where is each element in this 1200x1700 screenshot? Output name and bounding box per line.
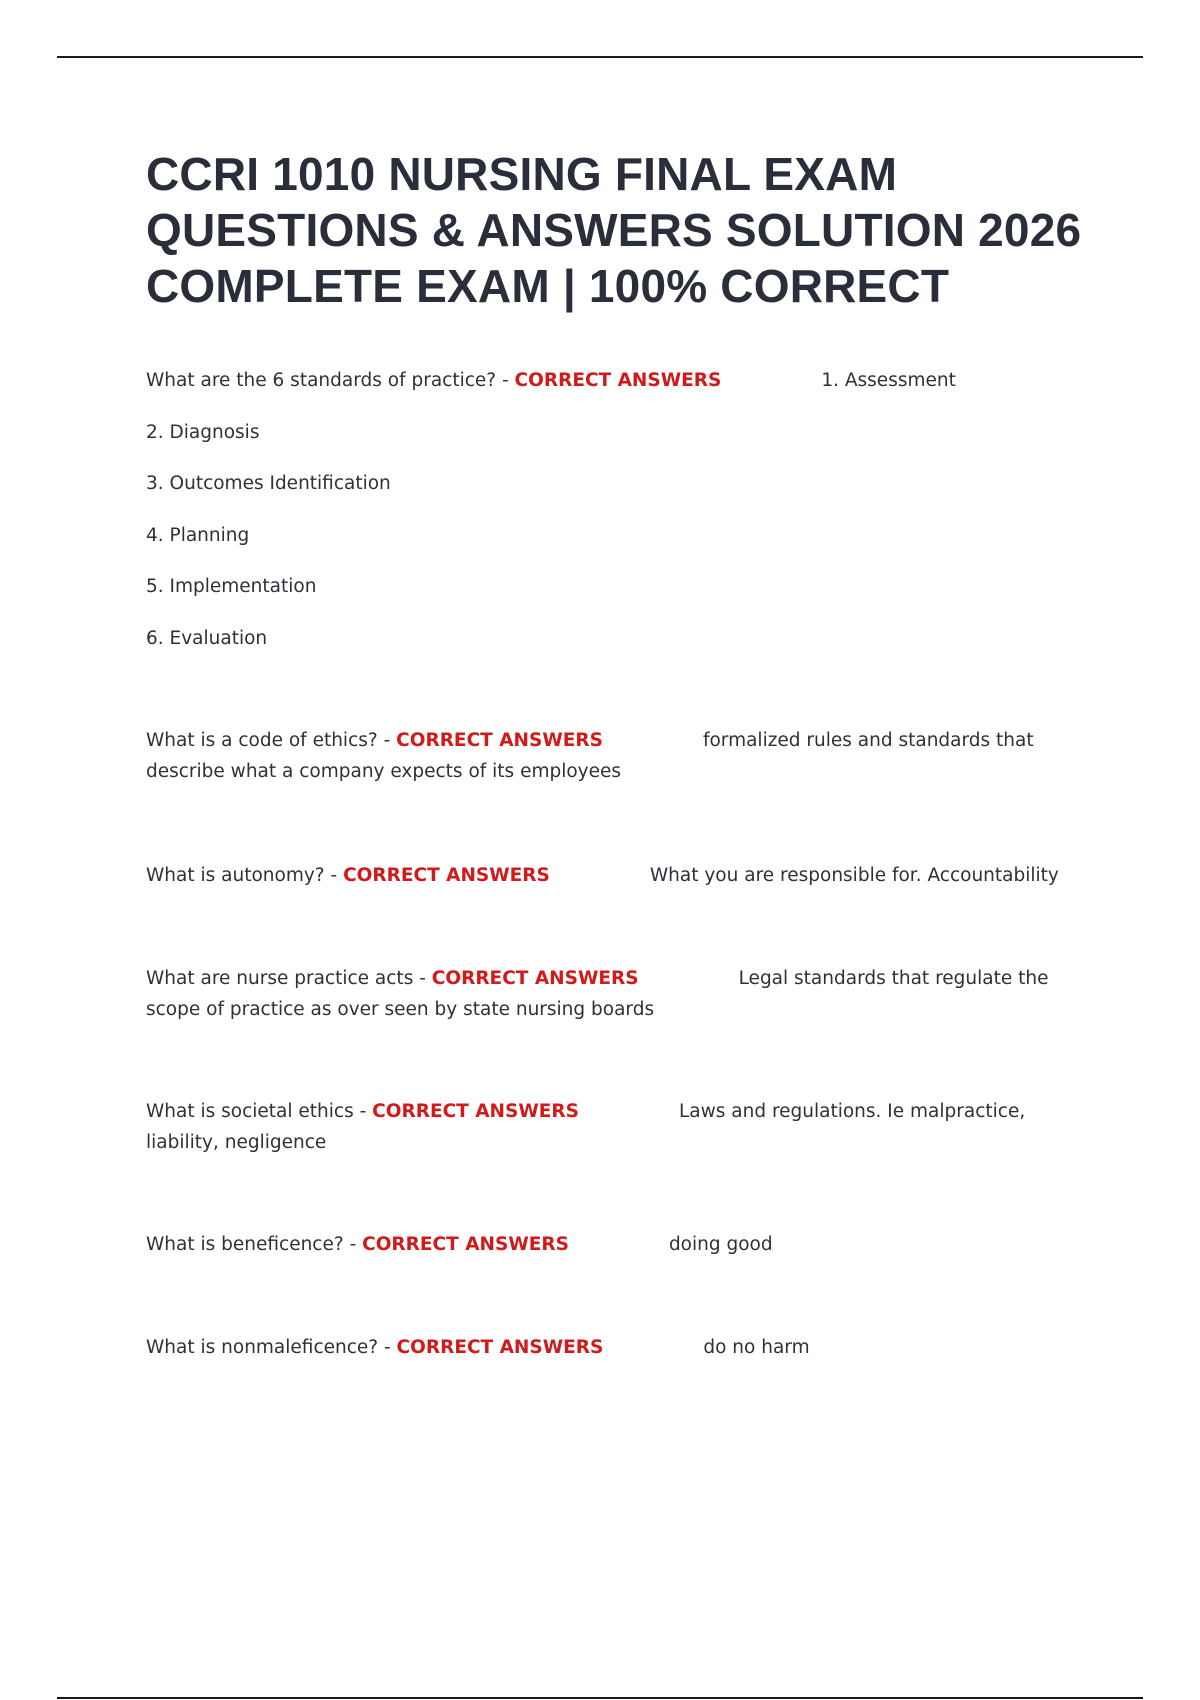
qa-nonmaleficence <box>146 1332 1086 1363</box>
list-item: 4. Planning <box>146 525 250 546</box>
question-text: What is societal ethics - <box>146 1101 373 1122</box>
correct-answers-tag: CORRECT ANSWERS <box>372 1101 579 1122</box>
list-item: 5. Implementation <box>146 576 317 597</box>
answer-text: 1. Assessment <box>821 370 956 391</box>
correct-answers-tag: CORRECT ANSWERS <box>362 1234 569 1255</box>
bottom-rule <box>57 1697 1143 1699</box>
qa-nurse-practice-acts <box>146 963 1086 1025</box>
answer-text: Legal standards that regulate the scope of practice as over seen by state nursing boards <box>146 968 1049 1020</box>
answer-text: do no harm <box>703 1337 810 1358</box>
question-text: What is beneficence? - <box>146 1234 363 1255</box>
qa-code-of-ethics <box>146 725 1086 787</box>
question-text: What is a code of ethics? - <box>146 730 397 751</box>
question-text: What are the 6 standards of practice? - <box>146 370 515 391</box>
correct-answers-tag: CORRECT ANSWERS <box>396 730 603 751</box>
list-item: 3. Outcomes Identification <box>146 473 391 494</box>
qa-societal-ethics <box>146 1096 1086 1158</box>
answer-text: Laws and regulations. Ie malpractice, liability, negligence <box>146 1101 1026 1153</box>
answer-text: formalized rules and standards that describe what a company expects of its employees <box>146 730 1034 782</box>
list-item: 2. Diagnosis <box>146 422 260 443</box>
question-text: What is nonmaleficence? - <box>146 1337 397 1358</box>
qa-autonomy <box>146 860 1086 891</box>
list-item: 6. Evaluation <box>146 628 268 649</box>
top-rule <box>57 56 1143 58</box>
question-text: What is autonomy? - <box>146 865 344 886</box>
correct-answers-tag: CORRECT ANSWERS <box>514 370 722 391</box>
answer-text: doing good <box>668 1234 773 1255</box>
correct-answers-tag: CORRECT ANSWERS <box>343 865 550 886</box>
qa-standards-of-practice <box>146 365 1086 396</box>
correct-answers-tag: CORRECT ANSWERS <box>396 1337 604 1358</box>
question-text: What are nurse practice acts - <box>146 968 432 989</box>
answer-text: What you are responsible for. Accountability <box>649 865 1059 886</box>
correct-answers-tag: CORRECT ANSWERS <box>431 968 639 989</box>
document-title: CCRI 1010 NURSING FINAL EXAM QUESTIONS & ANSWERS SOLUTION 2026 COMPLETE EXAM | 100% CORRECT <box>146 148 1082 312</box>
qa-beneficence <box>146 1229 1086 1260</box>
